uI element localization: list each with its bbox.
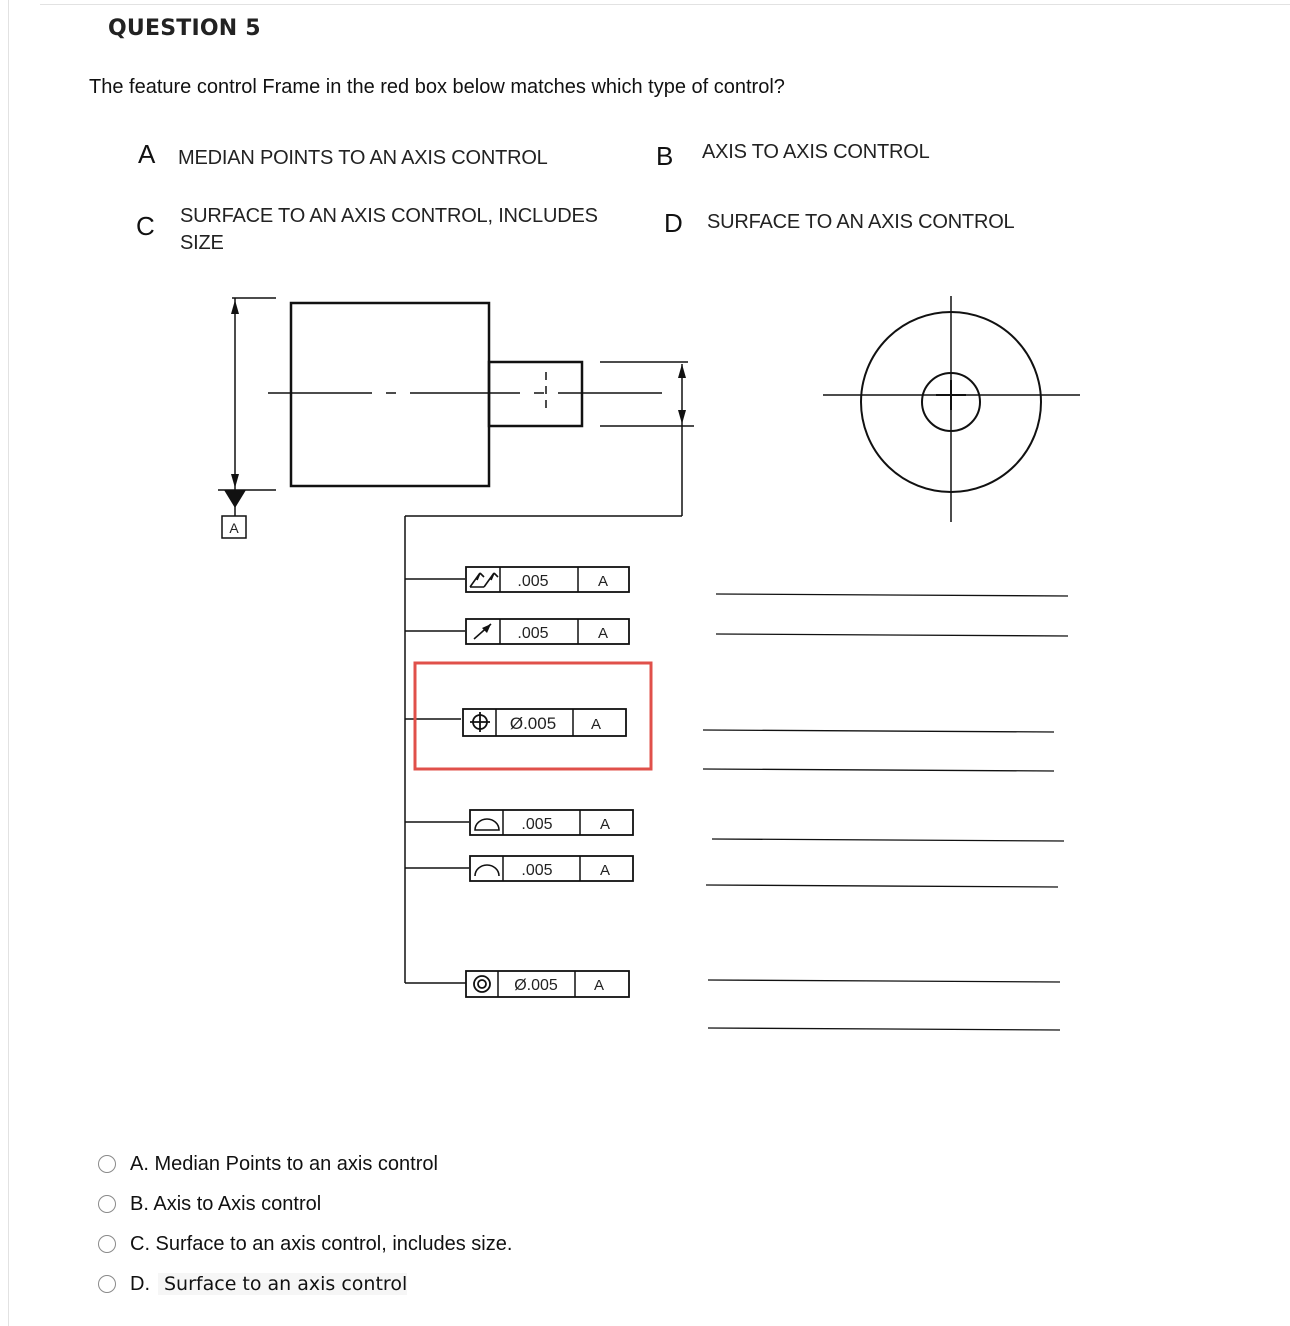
answer-b-label: B. Axis to Axis control — [130, 1192, 322, 1215]
question-text: The feature control Frame in the red box below matches which type of control? — [89, 76, 785, 98]
answer-choices — [98, 1144, 512, 1304]
part-small-cylinder — [489, 362, 582, 426]
total-runout-icon — [470, 573, 484, 587]
svg-text:.005: .005 — [521, 816, 553, 833]
svg-text:.005: .005 — [517, 625, 549, 642]
svg-text:A: A — [590, 716, 602, 733]
answer-d-letter: D. — [130, 1272, 150, 1295]
radio-a[interactable] — [98, 1155, 116, 1173]
concentricity-icon — [474, 976, 490, 992]
radio-b[interactable] — [98, 1195, 116, 1213]
svg-text:A: A — [599, 816, 611, 833]
svg-text:.005: .005 — [517, 573, 549, 590]
profile-line-icon — [475, 865, 499, 876]
question-title: QUESTION 5 — [108, 16, 261, 41]
svg-text:A: A — [599, 862, 611, 879]
frame-concentricity — [466, 971, 629, 997]
answer-option-d[interactable] — [98, 1264, 512, 1304]
svg-text:A: A — [597, 573, 609, 590]
answer-option-b[interactable] — [98, 1184, 512, 1224]
legend-b-caption: AXIS TO AXIS CONTROL — [702, 141, 930, 163]
legend-b-letter: B — [656, 141, 674, 171]
answer-c-label: C. Surface to an axis control, includes size. — [130, 1232, 513, 1255]
answer-a-label: A. Median Points to an axis control — [130, 1152, 438, 1175]
svg-text:.005: .005 — [521, 862, 553, 879]
svg-text:A: A — [593, 977, 605, 994]
datum-label: A — [229, 520, 239, 536]
svg-text:Ø.005: Ø.005 — [509, 714, 557, 733]
legend-d-caption: SURFACE TO AN AXIS CONTROL — [707, 211, 1015, 233]
svg-text:Ø.005: Ø.005 — [514, 977, 558, 994]
frame-position — [463, 709, 626, 736]
legend-a-letter: A — [138, 139, 156, 169]
legend-a-caption: MEDIAN POINTS TO AN AXIS CONTROL — [178, 147, 548, 169]
svg-text:A: A — [597, 625, 609, 642]
profile-surface-icon — [475, 819, 499, 830]
legend-c-letter: C — [136, 211, 155, 241]
frame-profile-of-line — [470, 856, 633, 881]
legend-c-caption-line2: SIZE — [180, 232, 224, 254]
radio-d[interactable] — [98, 1275, 116, 1293]
answer-option-c[interactable] — [98, 1224, 512, 1264]
answer-d-label: Surface to an axis control — [158, 1273, 407, 1295]
part-large-cylinder — [291, 303, 489, 486]
answer-option-a[interactable] — [98, 1144, 512, 1184]
radio-c[interactable] — [98, 1235, 116, 1253]
legend-c-caption-line1: SURFACE TO AN AXIS CONTROL, INCLUDES — [180, 205, 598, 227]
legend-d-letter: D — [664, 208, 683, 238]
frame-profile-of-surface — [470, 810, 633, 835]
answer-blank-lines — [703, 594, 1068, 1030]
frame-circular-runout — [466, 619, 629, 644]
frame-total-runout — [466, 567, 629, 592]
